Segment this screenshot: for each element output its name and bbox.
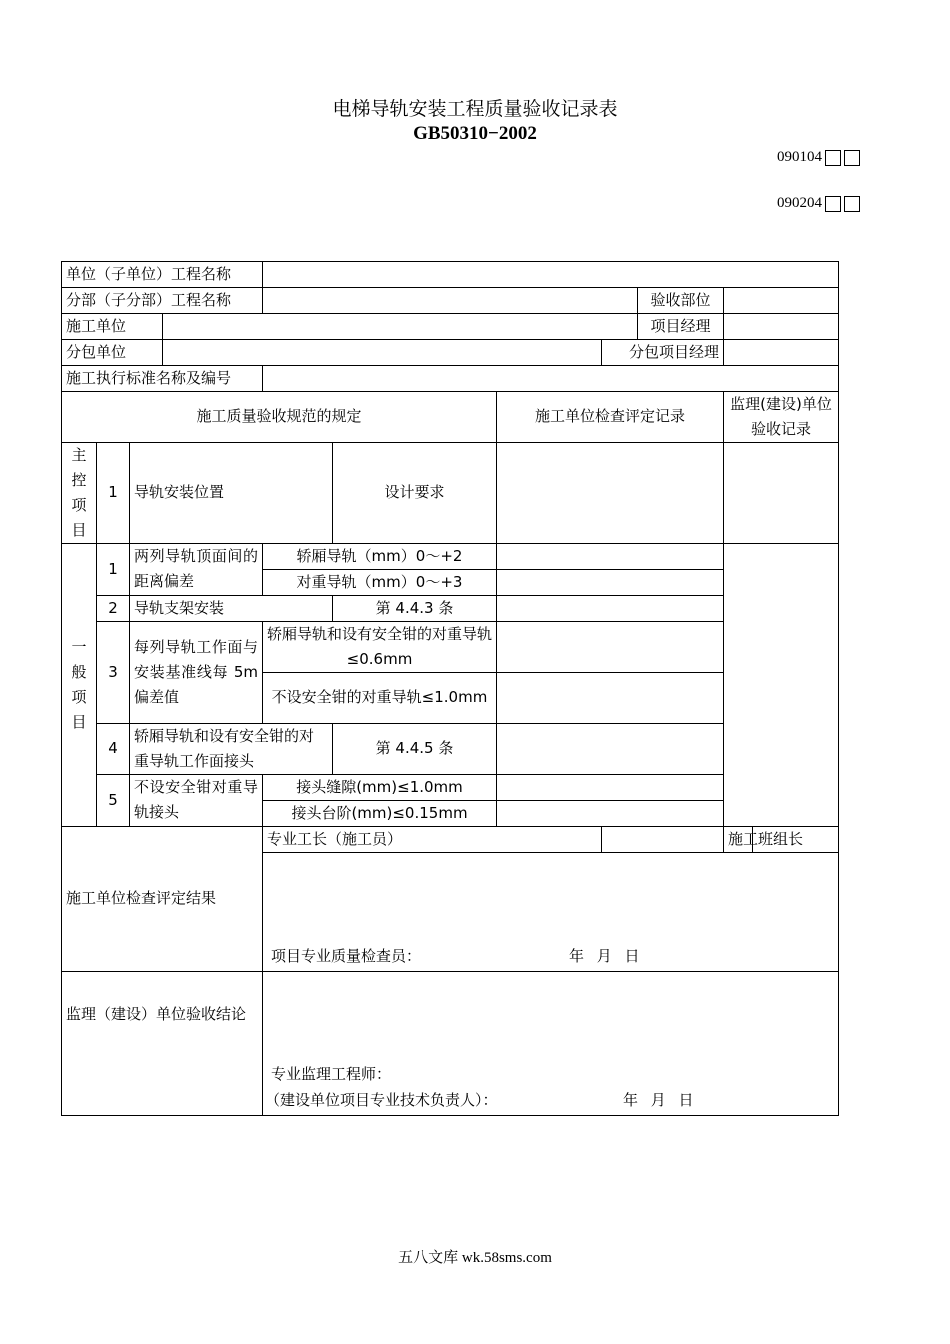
engineer-label: 专业监理工程师： (271, 1064, 392, 1083)
main-item-supervisor-record[interactable] (724, 442, 839, 543)
general-item-record[interactable] (497, 569, 724, 595)
standard-name-label: 施工执行标准名称及编号 (62, 365, 263, 391)
spec-column-header: 施工质量验收规范的规定 (62, 391, 497, 442)
general-item-record[interactable] (497, 595, 724, 621)
general-item-record[interactable] (497, 774, 724, 800)
subcontract-unit-label: 分包单位 (62, 339, 163, 365)
general-item-name: 不设安全钳对重导轨接头 (130, 774, 263, 826)
general-item-sub: 轿厢导轨（mm）0～+2 (263, 543, 497, 569)
standard-code: GB50310−2002 (413, 123, 537, 144)
supervision-label: 监理（建设）单位验收结论 (62, 971, 263, 1115)
general-item-requirement: 第 4.4.3 条 (333, 595, 497, 621)
general-item-record[interactable] (497, 543, 724, 569)
general-item-name: 轿厢导轨和设有安全钳的对重导轨工作面接头 (130, 723, 333, 774)
main-item-name: 导轨安装位置 (130, 442, 333, 543)
subcontract-manager-label: 分包项目经理 (602, 339, 724, 365)
code-box[interactable] (844, 196, 860, 212)
supervision-sign-area[interactable] (263, 971, 839, 1115)
form-code-2 (777, 192, 860, 212)
main-control-group-label: 主控项目 (62, 442, 97, 543)
general-item-record[interactable] (497, 723, 724, 774)
footer-watermark: 五八文库 wk.58sms.com (398, 1250, 552, 1266)
standard-name-field[interactable] (263, 365, 839, 391)
result-sign-area[interactable] (263, 852, 839, 971)
main-item-record[interactable] (497, 442, 724, 543)
general-item-sub: 接头缝隙(mm)≤1.0mm (263, 774, 497, 800)
general-item-no: 5 (97, 774, 130, 826)
general-item-no: 3 (97, 621, 130, 723)
general-item-sub: 不设安全钳的对重导轨≤1.0mm (263, 672, 497, 723)
owner-label: （建设单位项目专业技术负责人）： (265, 1090, 498, 1109)
general-item-no: 4 (97, 723, 130, 774)
supervisor-record-header: 监理(建设)单位验收记录 (724, 391, 839, 442)
general-item-sub: 轿厢导轨和设有安全钳的对重导轨≤0.6mm (263, 621, 497, 672)
unit-project-name-field[interactable] (263, 261, 839, 287)
contractor-record-header: 施工单位检查评定记录 (497, 391, 724, 442)
form-code-2-text: 090204 (777, 195, 822, 211)
code-box[interactable] (844, 150, 860, 166)
general-item-name: 两列导轨顶面间的距离偏差 (130, 543, 263, 595)
supervision-date: 年 月 日 (623, 1090, 694, 1109)
general-item-record[interactable] (497, 800, 724, 826)
general-item-record[interactable] (497, 672, 724, 723)
general-item-name: 导轨支架安装 (130, 595, 333, 621)
construction-unit-field[interactable] (163, 313, 638, 339)
general-group-label: 一般项目 (62, 543, 97, 826)
code-box[interactable] (825, 150, 841, 166)
unit-project-name-label: 单位（子单位）工程名称 (62, 261, 263, 287)
general-item-no: 1 (97, 543, 130, 595)
team-leader-label: 施工班组长 (724, 826, 753, 852)
project-manager-field[interactable] (724, 313, 839, 339)
general-item-no: 2 (97, 595, 130, 621)
general-item-record[interactable] (497, 621, 724, 672)
general-item-sub: 对重导轨（mm）0～+3 (263, 569, 497, 595)
inspector-label: 项目专业质量检查员： (271, 946, 422, 965)
subcontract-unit-field[interactable] (163, 339, 602, 365)
construction-unit-label: 施工单位 (62, 313, 163, 339)
code-box[interactable] (825, 196, 841, 212)
general-item-requirement: 第 4.4.5 条 (333, 723, 497, 774)
acceptance-part-field[interactable] (724, 287, 839, 313)
foreman-label: 专业工长（施工员） (263, 826, 602, 852)
foreman-field[interactable] (602, 826, 724, 852)
result-date: 年 月 日 (569, 946, 640, 965)
form-title: 电梯导轨安装工程质量验收记录表 (332, 98, 618, 120)
form-code-1 (777, 146, 860, 166)
project-manager-label: 项目经理 (638, 313, 724, 339)
subcontract-manager-field[interactable] (724, 339, 839, 365)
main-item-requirement: 设计要求 (333, 442, 497, 543)
sub-project-name-label: 分部（子分部）工程名称 (62, 287, 263, 313)
sub-project-name-field[interactable] (263, 287, 638, 313)
general-item-sub: 接头台阶(mm)≤0.15mm (263, 800, 497, 826)
main-item-no: 1 (97, 442, 130, 543)
general-item-name: 每列导轨工作面与安装基准线每 5m 偏差值 (130, 621, 263, 723)
form-code-1-text: 090104 (777, 149, 822, 165)
general-supervisor-record[interactable] (724, 543, 839, 826)
acceptance-part-label: 验收部位 (638, 287, 724, 313)
result-label: 施工单位检查评定结果 (62, 826, 263, 971)
acceptance-table (61, 235, 839, 1116)
